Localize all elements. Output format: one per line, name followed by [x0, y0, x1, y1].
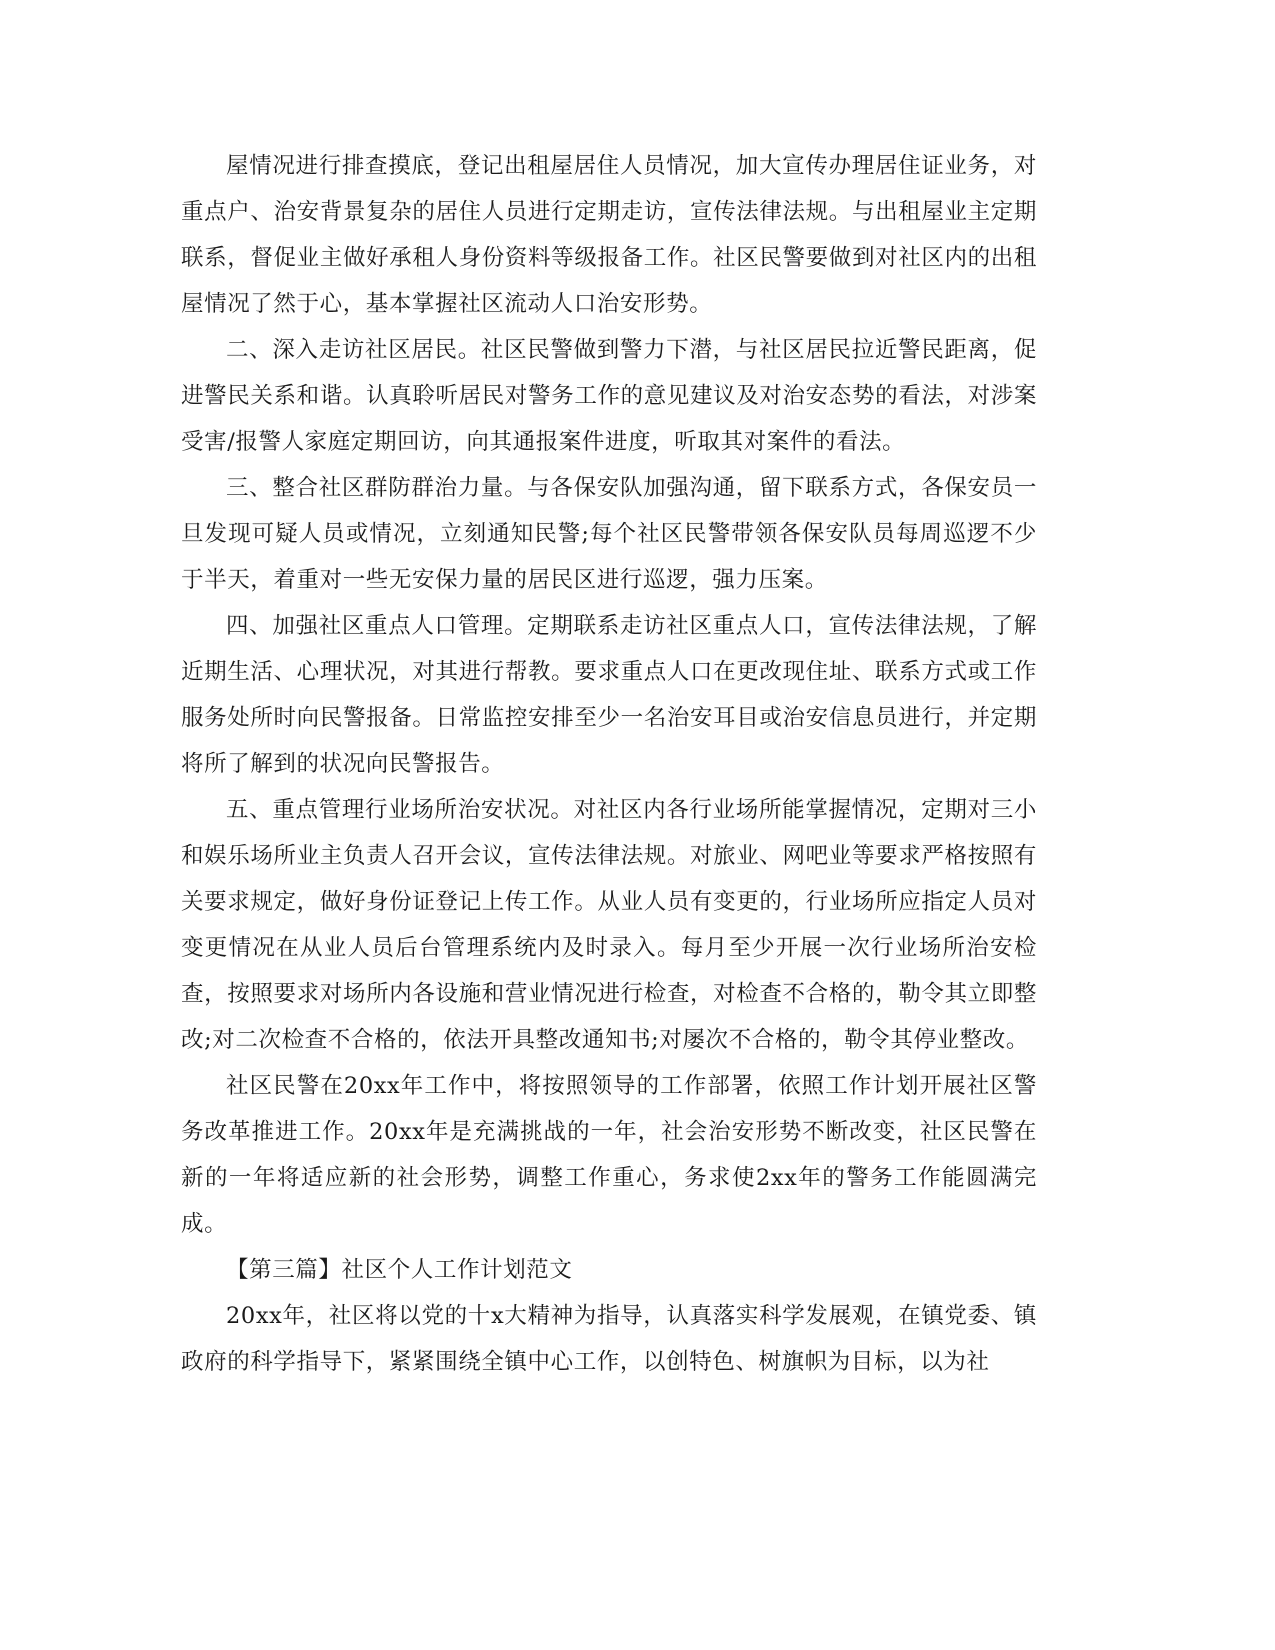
- paragraph-third-intro: 20xx年，社区将以党的十x大精神为指导，认真落实科学发展观，在镇党委、镇政府的科学指导下，紧紧围绕全镇中心工作，以创特色、树旗帜为目标，以为社: [181, 1303, 1037, 1375]
- paragraph-rental-housing: 屋情况进行排查摸底，登记出租屋居住人员情况，加大宣传办理居住证业务，对重点户、治安背景复杂的居住人员进行定期走访，宣传法律法规。与出租屋业主定期联系，督促业主做好承租人身份资料等级报备工作。社区民警要做到对社区内的出租屋情况了然于心，基本掌握社区流动人口治安形势。: [181, 153, 1037, 317]
- paragraph-visit-residents: 二、深入走访社区居民。社区民警做到警力下潜，与社区居民拉近警民距离，促进警民关系和谐。认真聆听居民对警务工作的意见建议及对治安态势的看法，对涉案受害/报警人家庭定期回访，向其通报案件进度，听取其对案件的看法。: [181, 337, 1037, 455]
- paragraph-industry-venues: 五、重点管理行业场所治安状况。对社区内各行业场所能掌握情况，定期对三小和娱乐场所业主负责人召开会议，宣传法律法规。对旅业、网吧业等要求严格按照有关要求规定，做好身份证登记上传工作。从业人员有变更的，行业场所应指定人员对变更情况在从业人员后台管理系统内及时录入。每月至少开展一次行业场所治安检查，按照要求对场所内各设施和营业情况进行检查，对检查不合格的，勒令其立即整改;对二次检查不合格的，依法开具整改通知书;对屡次不合格的，勒令其停业整改。: [181, 797, 1037, 1053]
- paragraph-summary: 社区民警在20xx年工作中，将按照领导的工作部署，依照工作计划开展社区警务改革推进工作。20xx年是充满挑战的一年，社会治安形势不断改变，社区民警在新的一年将适应新的社会形势，调整工作重心，务求使2xx年的警务工作能圆满完成。: [181, 1073, 1037, 1237]
- document-body: [181, 143, 1037, 1385]
- paragraph-key-population: 四、加强社区重点人口管理。定期联系走访社区重点人口，宣传法律法规，了解近期生活、心理状况，对其进行帮教。要求重点人口在更改现住址、联系方式或工作服务处所时向民警报备。日常监控安排至少一名治安耳目或治安信息员进行，并定期将所了解到的状况向民警报告。: [181, 613, 1037, 777]
- paragraph-integrate-forces: 三、整合社区群防群治力量。与各保安队加强沟通，留下联系方式，各保安员一旦发现可疑人员或情况，立刻通知民警;每个社区民警带领各保安队员每周巡逻不少于半天，着重对一些无安保力量的居民区进行巡逻，强力压案。: [181, 475, 1037, 593]
- section-heading-third: 【第三篇】社区个人工作计划范文: [226, 1257, 573, 1283]
